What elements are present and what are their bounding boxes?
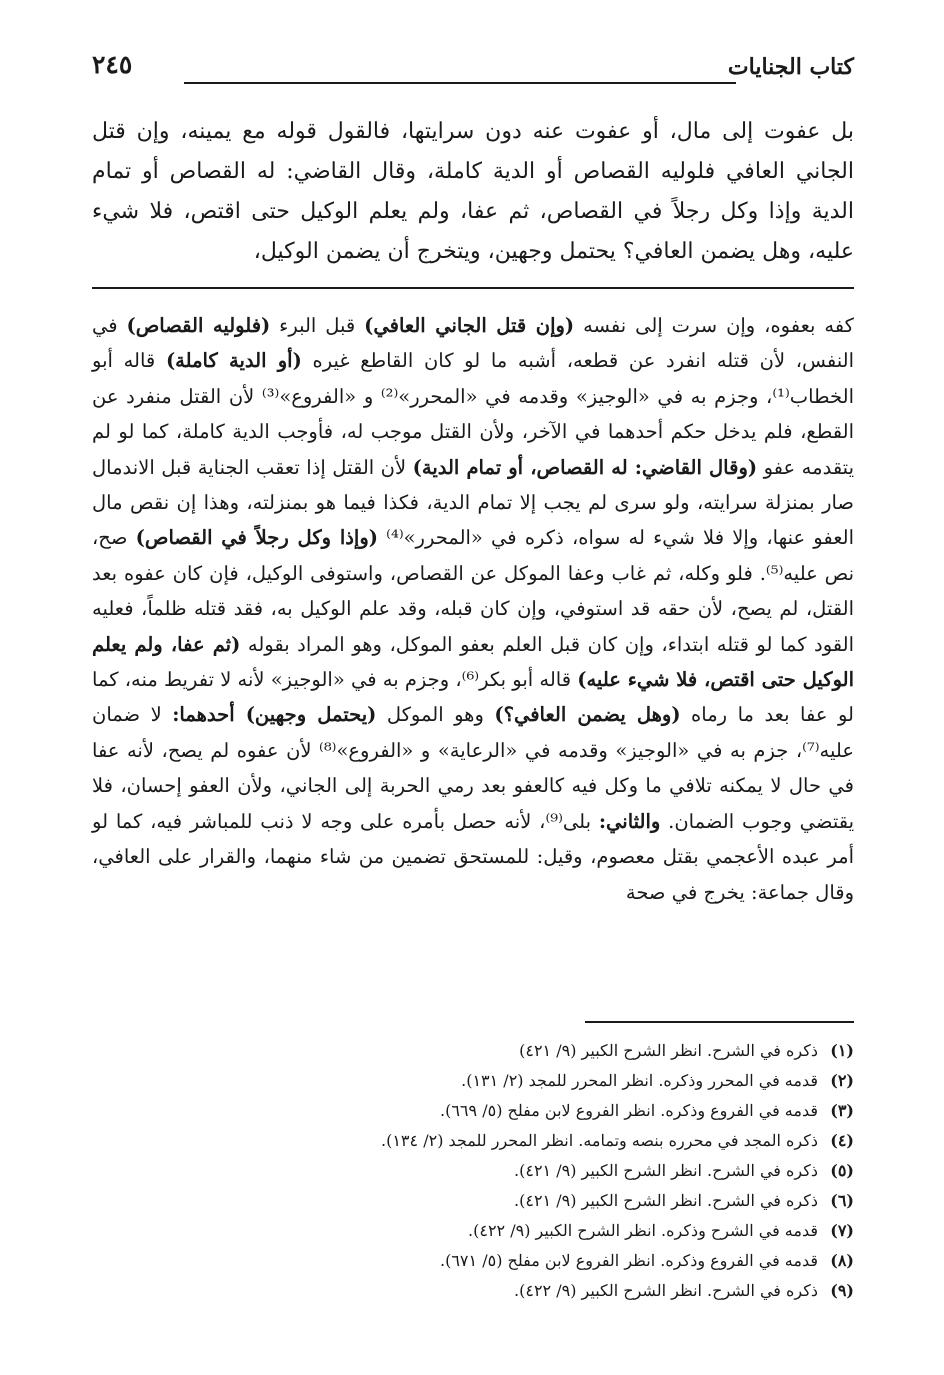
footnote-text: ذكره في الشرح. انظر الشرح الكبير (٩/ ٤٢٢). [514,1281,818,1300]
footnote-item [294,1066,854,1096]
sharh-quoted-matn: (وإن قتل الجاني العافي) [364,314,575,337]
book-title: كتاب الجنايات [727,54,854,80]
sharh-text: بلى⁽⁹⁾، لأنه حصل بأمره على وجه لا ذنب للمباشر فيه، كما لو أمر عبده الأعجمي بقتل معصوم، وقيل: للمستحق تضمين من شاء منهما، والقرار على العافي، وقال جماعة: يخرج في صحة [92,809,854,904]
footnote-number: (٧) [830,1221,854,1240]
footnote-text: ذكره في الشرح. انظر الشرح الكبير (٩/ ٤٢١). [514,1191,818,1210]
sharh-quoted-matn: (يحتمل وجهين) أحدهما: [172,703,377,727]
sharh-text: في النفس، لأن قتله انفرد عن قطعه، أشبه ما لو كان القاطع غيره [92,314,854,373]
sharh-text: كفه بعفوه، وإن سرت إلى نفسه [574,314,854,337]
page-number: ٢٤٥ [92,50,133,79]
footnote-item [294,1126,854,1156]
footnote-number: (١) [830,1041,854,1060]
footnote-number: (٥) [830,1161,854,1180]
footnote-number: (٤) [830,1131,854,1150]
sharh-quoted-matn: (أو الدية كاملة) [165,349,302,373]
footnotes-list [294,1036,854,1306]
footnote-number: (٦) [830,1191,854,1210]
footnote-number: (٣) [830,1101,854,1120]
footnote-text: ذكره في الشرح. انظر الشرح الكبير (٩/ ٤٢١) [519,1041,818,1060]
footnote-text: قدمه في المحرر وذكره. انظر المحرر للمجد (٢/ ١٣١). [461,1071,818,1090]
footnote-separator-rule [585,1021,854,1023]
sharh-quoted-matn: (وهل يضمن العافي؟) [494,703,681,727]
footnote-number: (٩) [830,1281,854,1300]
footnote-item [294,1276,854,1306]
running-header [92,44,854,90]
footnote-text: ذكره المجد في محرره بنصه وتمامه. انظر المحرر للمجد (٢/ ١٣٤). [381,1131,818,1150]
footnote-text: قدمه في الشرح وذكره. انظر الشرح الكبير (٩/ ٤٢٢). [468,1221,818,1240]
matn-text-block [92,112,854,272]
footnote-item [294,1246,854,1276]
footnote-item [294,1036,854,1066]
footnote-text: قدمه في الفروع وذكره. انظر الفروع لابن مفلح (٥/ ٦٦٩). [440,1101,818,1120]
sharh-text: قاله أبو بكر⁽⁶⁾، وجزم به في «الوجيز» لأنه لا تفريط منه، كما لو عفا بعد ما رماه [92,668,854,727]
matn-separator-rule [92,287,854,289]
sharh-quoted-matn: (وقال القاضي: له القصاص، أو تمام الدية) [412,455,758,479]
sharh-quoted-matn: والثاني: [598,809,661,833]
sharh-text: لأن القتل إذا تعقب الجناية قبل الاندمال صار بمنزلة سرايته، ولو سرى لم يجب إلا تمام الدية، فكذا فيما هو بمنزلته، وهذا إن نقص مال العفو عنها، وإلا فلا شيء له سواه، ذكره في «المحرر»⁽⁴⁾ [92,455,855,550]
matn-paragraph: بل عفوت إلى مال، أو عفوت عنه دون سرايتها، فالقول قوله مع يمينه، وإن قتل الجاني العافي فلوليه القصاص أو الدية كاملة، وقال القاضي: له القصاص أو تمام الدية وإذا وكل رجلاً في القصاص، ثم عفا، ولم يعلم الوكيل حتى اقتص، فلا شيء عليه، وهل يضمن العافي؟ يحتمل وجهين، ويتخرج أن يضمن الوكيل، [92,119,854,264]
sharh-quoted-matn: (وإذا وكل رجلاً في القصاص) [135,526,378,550]
footnote-item [294,1156,854,1186]
sharh-commentary-block [92,308,854,910]
footnote-text: ذكره في الشرح. انظر الشرح الكبير (٩/ ٤٢١). [514,1161,818,1180]
footnote-number: (٨) [830,1251,854,1270]
footnote-item [294,1096,854,1126]
sharh-paragraph [92,308,854,910]
header-rule [184,82,736,84]
footnote-text: قدمه في الفروع وذكره. انظر الفروع لابن مفلح (٥/ ٦٧١). [440,1251,818,1270]
sharh-text: قبل البرء [270,314,365,337]
sharh-text: قاله أبو الخطاب⁽¹⁾، وجزم به في «الوجيز» وقدمه في «المحرر»⁽²⁾ و «الفروع»⁽³⁾ لأن القتل منفرد عن القطع، فلم يدخل حكم أحدهما في الآخر، ولأن القتل موجب له، فأوجب الدية كاملة، كما لو لم يتقدمه عفو [92,349,854,479]
sharh-text: صح، نص عليه⁽⁵⁾. فلو وكله، ثم غاب وعفا الموكل عن القصاص، واستوفى الوكيل، فإن كان عفوه بعد القتل، لم يصح، لأن حقه قد استوفي، وإن كان قبله، وقد علم الوكيل به، فقد قتله ظلماً، فعليه القود كما لو قتله ابتداء، وإن كان قبل العلم بعفو الموكل، وهو المراد بقوله [92,526,855,656]
sharh-text: لا ضمان عليه⁽⁷⁾، جزم به في «الوجيز» وقدمه في «الرعاية» و «الفروع»⁽⁸⁾ لأن عفوه لم يصح، لأنه عفا في حال لا يمكنه تلافي ما وكل فيه كالعفو بعد رمي الحربة إلى الجاني، ولأن العفو إحسان، فلا يقتضي وجوب الضمان. [92,703,855,833]
footnote-item [294,1186,854,1216]
sharh-quoted-matn: (فلوليه القصاص) [126,314,271,337]
sharh-quoted-matn: (ثم عفا، ولم يعلم الوكيل حتى اقتص، فلا شيء عليه) [92,632,855,692]
footnote-number: (٢) [830,1071,854,1090]
footnote-item [294,1216,854,1246]
sharh-text: وهو الموكل [376,703,495,727]
